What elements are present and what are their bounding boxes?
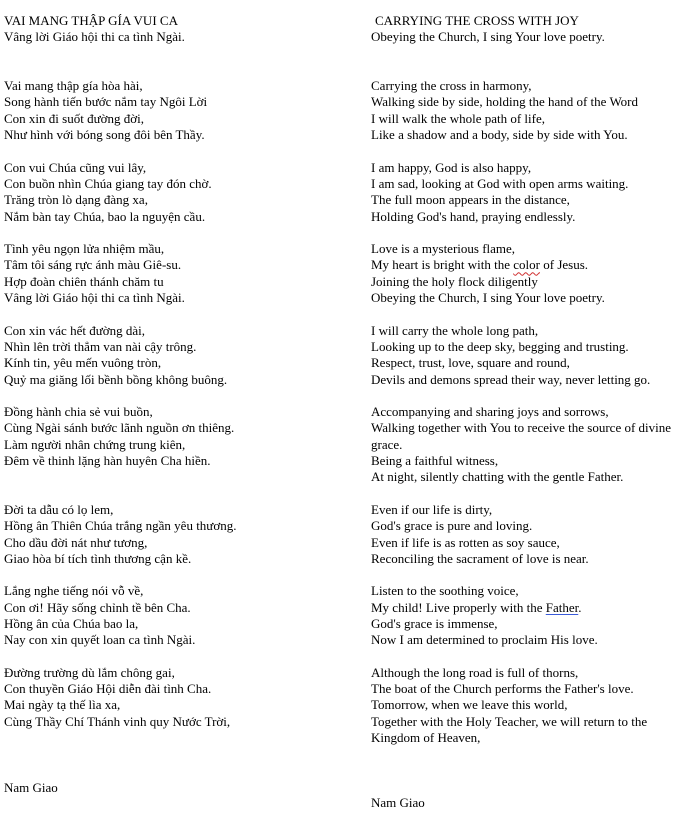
verse-line: Walking together with You to receive the source of divine grace.	[371, 420, 672, 452]
verse-line: Respect, trust, love, square and round,	[371, 355, 570, 371]
verse-line: Trăng tròn lò dạng đàng xa,	[4, 192, 148, 208]
verse-line: I will walk the whole path of life,	[371, 110, 546, 126]
verse-line: Song hành tiến bước nắm tay Ngôi Lời	[4, 94, 208, 110]
author-signature: Nam Giao	[371, 795, 425, 810]
verse-line: Nhìn lên trời thẳm van nài cậy trông.	[4, 338, 197, 354]
verse-line: Reconciling the sacrament of love is near.	[371, 550, 589, 566]
verse-line: Holding God's hand, praying endlessly.	[371, 208, 576, 224]
vietnamese-column	[4, 13, 359, 795]
verse-line: Mai ngày tạ thế lìa xa,	[4, 697, 121, 713]
verse-line: Tâm tôi sáng rực ánh màu Giê-su.	[4, 257, 182, 273]
verse-line: Đời ta dẫu có lọ lem,	[4, 501, 114, 517]
verse-line: Nắm bàn tay Chúa, bao la nguyện cầu.	[4, 208, 206, 224]
english-column	[371, 13, 681, 810]
poem-title: VAI MANG THẬP GÍA VUI CA	[4, 13, 178, 28]
verse-line: Làm người nhân chứng trung kiên,	[4, 436, 186, 452]
stanza-7	[371, 583, 681, 648]
verse-line: At night, silently chatting with the gentle Father.	[371, 469, 624, 485]
verse-segment: of Jesus.	[539, 257, 589, 273]
verse-line: Con vui Chúa cũng vui lây,	[4, 159, 147, 175]
stanza-2	[371, 160, 681, 225]
verse-line: Even if life is as rotten as soy sauce,	[371, 534, 560, 550]
verse-line: Lắng nghe tiếng nói vỗ về,	[4, 583, 144, 599]
verse-line: Devils and demons spread their way, never letting go.	[371, 371, 651, 387]
verse-line: The boat of the Church performs the Father's love.	[371, 681, 634, 697]
stanza-5	[4, 404, 359, 469]
verse-line: Như hình với bóng song đôi bên Thầy.	[4, 127, 205, 143]
verse-line: Hồng ân Thiên Chúa trắng ngần yêu thương.	[4, 518, 237, 534]
verse-line: Kính tin, yêu mến vuông tròn,	[4, 355, 162, 371]
verse-line: Although the long road is full of thorns,	[371, 664, 579, 680]
verse-line: Con xin vác hết đường dài,	[4, 322, 146, 338]
poem-subtitle: Obeying the Church, I sing Your love poetry.	[371, 29, 605, 45]
verse-line: Đêm về thinh lặng hàn huyên Cha hiền.	[4, 453, 211, 469]
verse-line: Tomorrow, when we leave this world,	[371, 697, 568, 713]
verse-line: Con buồn nhìn Chúa giang tay đón chờ.	[4, 175, 212, 191]
verse-line: God's grace is pure and loving.	[371, 518, 533, 534]
verse-line: Walking side by side, holding the hand of the Word	[371, 94, 639, 110]
verse-line: Obeying the Church, I sing Your love poetry.	[371, 290, 605, 306]
verse-line: God's grace is immense,	[371, 615, 498, 631]
spellcheck-flagged-word: color	[513, 257, 540, 273]
verse-line: Quỷ ma giăng lối bềnh bồng không buông.	[4, 371, 228, 387]
verse-line: Vâng lời Giáo hội thi ca tình Ngài.	[4, 290, 185, 306]
verse-line: Con xin đi suốt đường đời,	[4, 110, 144, 126]
stanza-6	[4, 502, 359, 567]
verse-line: Vai mang thập gía hòa hài,	[4, 78, 143, 94]
verse-line: Even if our life is dirty,	[371, 501, 493, 517]
verse-line: I am sad, looking at God with open arms waiting.	[371, 175, 629, 191]
verse-line: I will carry the whole long path,	[371, 322, 539, 338]
verse-line: Nay con xin quyết loan ca tình Ngài.	[4, 632, 196, 648]
verse-line: Tình yêu ngọn lửa nhiệm mầu,	[4, 241, 165, 257]
verse-line: Đường trường dù lắm chông gai,	[4, 664, 175, 680]
verse-line: Together with the Holy Teacher, we will return to the Kingdom of Heaven,	[371, 713, 648, 746]
stanza-2	[4, 160, 359, 225]
stanza-3	[4, 241, 359, 306]
verse-line: Joining the holy flock diligently	[371, 273, 538, 289]
poem-subtitle: Vâng lời Giáo hội thi ca tình Ngài.	[4, 29, 185, 45]
verse-line: Đồng hành chia sẻ vui buồn,	[4, 404, 153, 420]
verse-line: Listen to the soothing voice,	[371, 583, 519, 599]
grammar-flagged-word: Father	[545, 599, 579, 615]
poem-title: CARRYING THE CROSS WITH JOY	[375, 13, 579, 28]
verse-line: Cho dầu đời nát như tương,	[4, 534, 148, 550]
verse-line: Con ơi! Hãy sống chỉnh tề bên Cha.	[4, 599, 191, 615]
verse-line: Being a faithful witness,	[371, 453, 499, 469]
stanza-3	[371, 241, 681, 306]
verse-line: Love is a mysterious flame,	[371, 241, 516, 257]
verse-line: The full moon appears in the distance,	[371, 192, 570, 208]
verse-segment: My heart is bright with the	[371, 257, 514, 273]
stanza-8	[371, 665, 681, 746]
stanza-8	[4, 665, 359, 730]
verse-line: Cùng Thầy Chí Thánh vinh quy Nước Trời,	[4, 713, 231, 729]
verse-segment: My child! Live properly with the	[371, 599, 546, 615]
verse-line: I am happy, God is also happy,	[371, 159, 532, 175]
verse-line: Like a shadow and a body, side by side with You.	[371, 127, 628, 143]
stanza-4	[4, 323, 359, 388]
stanza-5	[371, 404, 681, 485]
verse-line	[371, 257, 681, 273]
verse-line: Giao hòa bí tích tình thương cận kề.	[4, 550, 192, 566]
stanza-1	[371, 78, 681, 143]
verse-line: Accompanying and sharing joys and sorrows,	[371, 404, 609, 420]
verse-line: Hồng ân của Chúa bao la,	[4, 615, 139, 631]
verse-line: Cùng Ngài sánh bước lãnh nguồn ơn thiêng.	[4, 420, 235, 436]
stanza-1	[4, 78, 359, 143]
stanza-7	[4, 583, 359, 648]
verse-line: Hợp đoàn chiên thánh chăm tu	[4, 273, 164, 289]
stanza-6	[371, 502, 681, 567]
stanza-4	[371, 323, 681, 388]
verse-line: Looking up to the deep sky, begging and trusting.	[371, 338, 629, 354]
verse-line: Carrying the cross in harmony,	[371, 78, 532, 94]
verse-line: Con thuyền Giáo Hội diễn đài tình Cha.	[4, 681, 212, 697]
verse-segment: .	[578, 599, 582, 615]
author-signature: Nam Giao	[4, 780, 58, 795]
verse-line	[371, 600, 681, 616]
verse-line: Now I am determined to proclaim His love.	[371, 632, 598, 648]
